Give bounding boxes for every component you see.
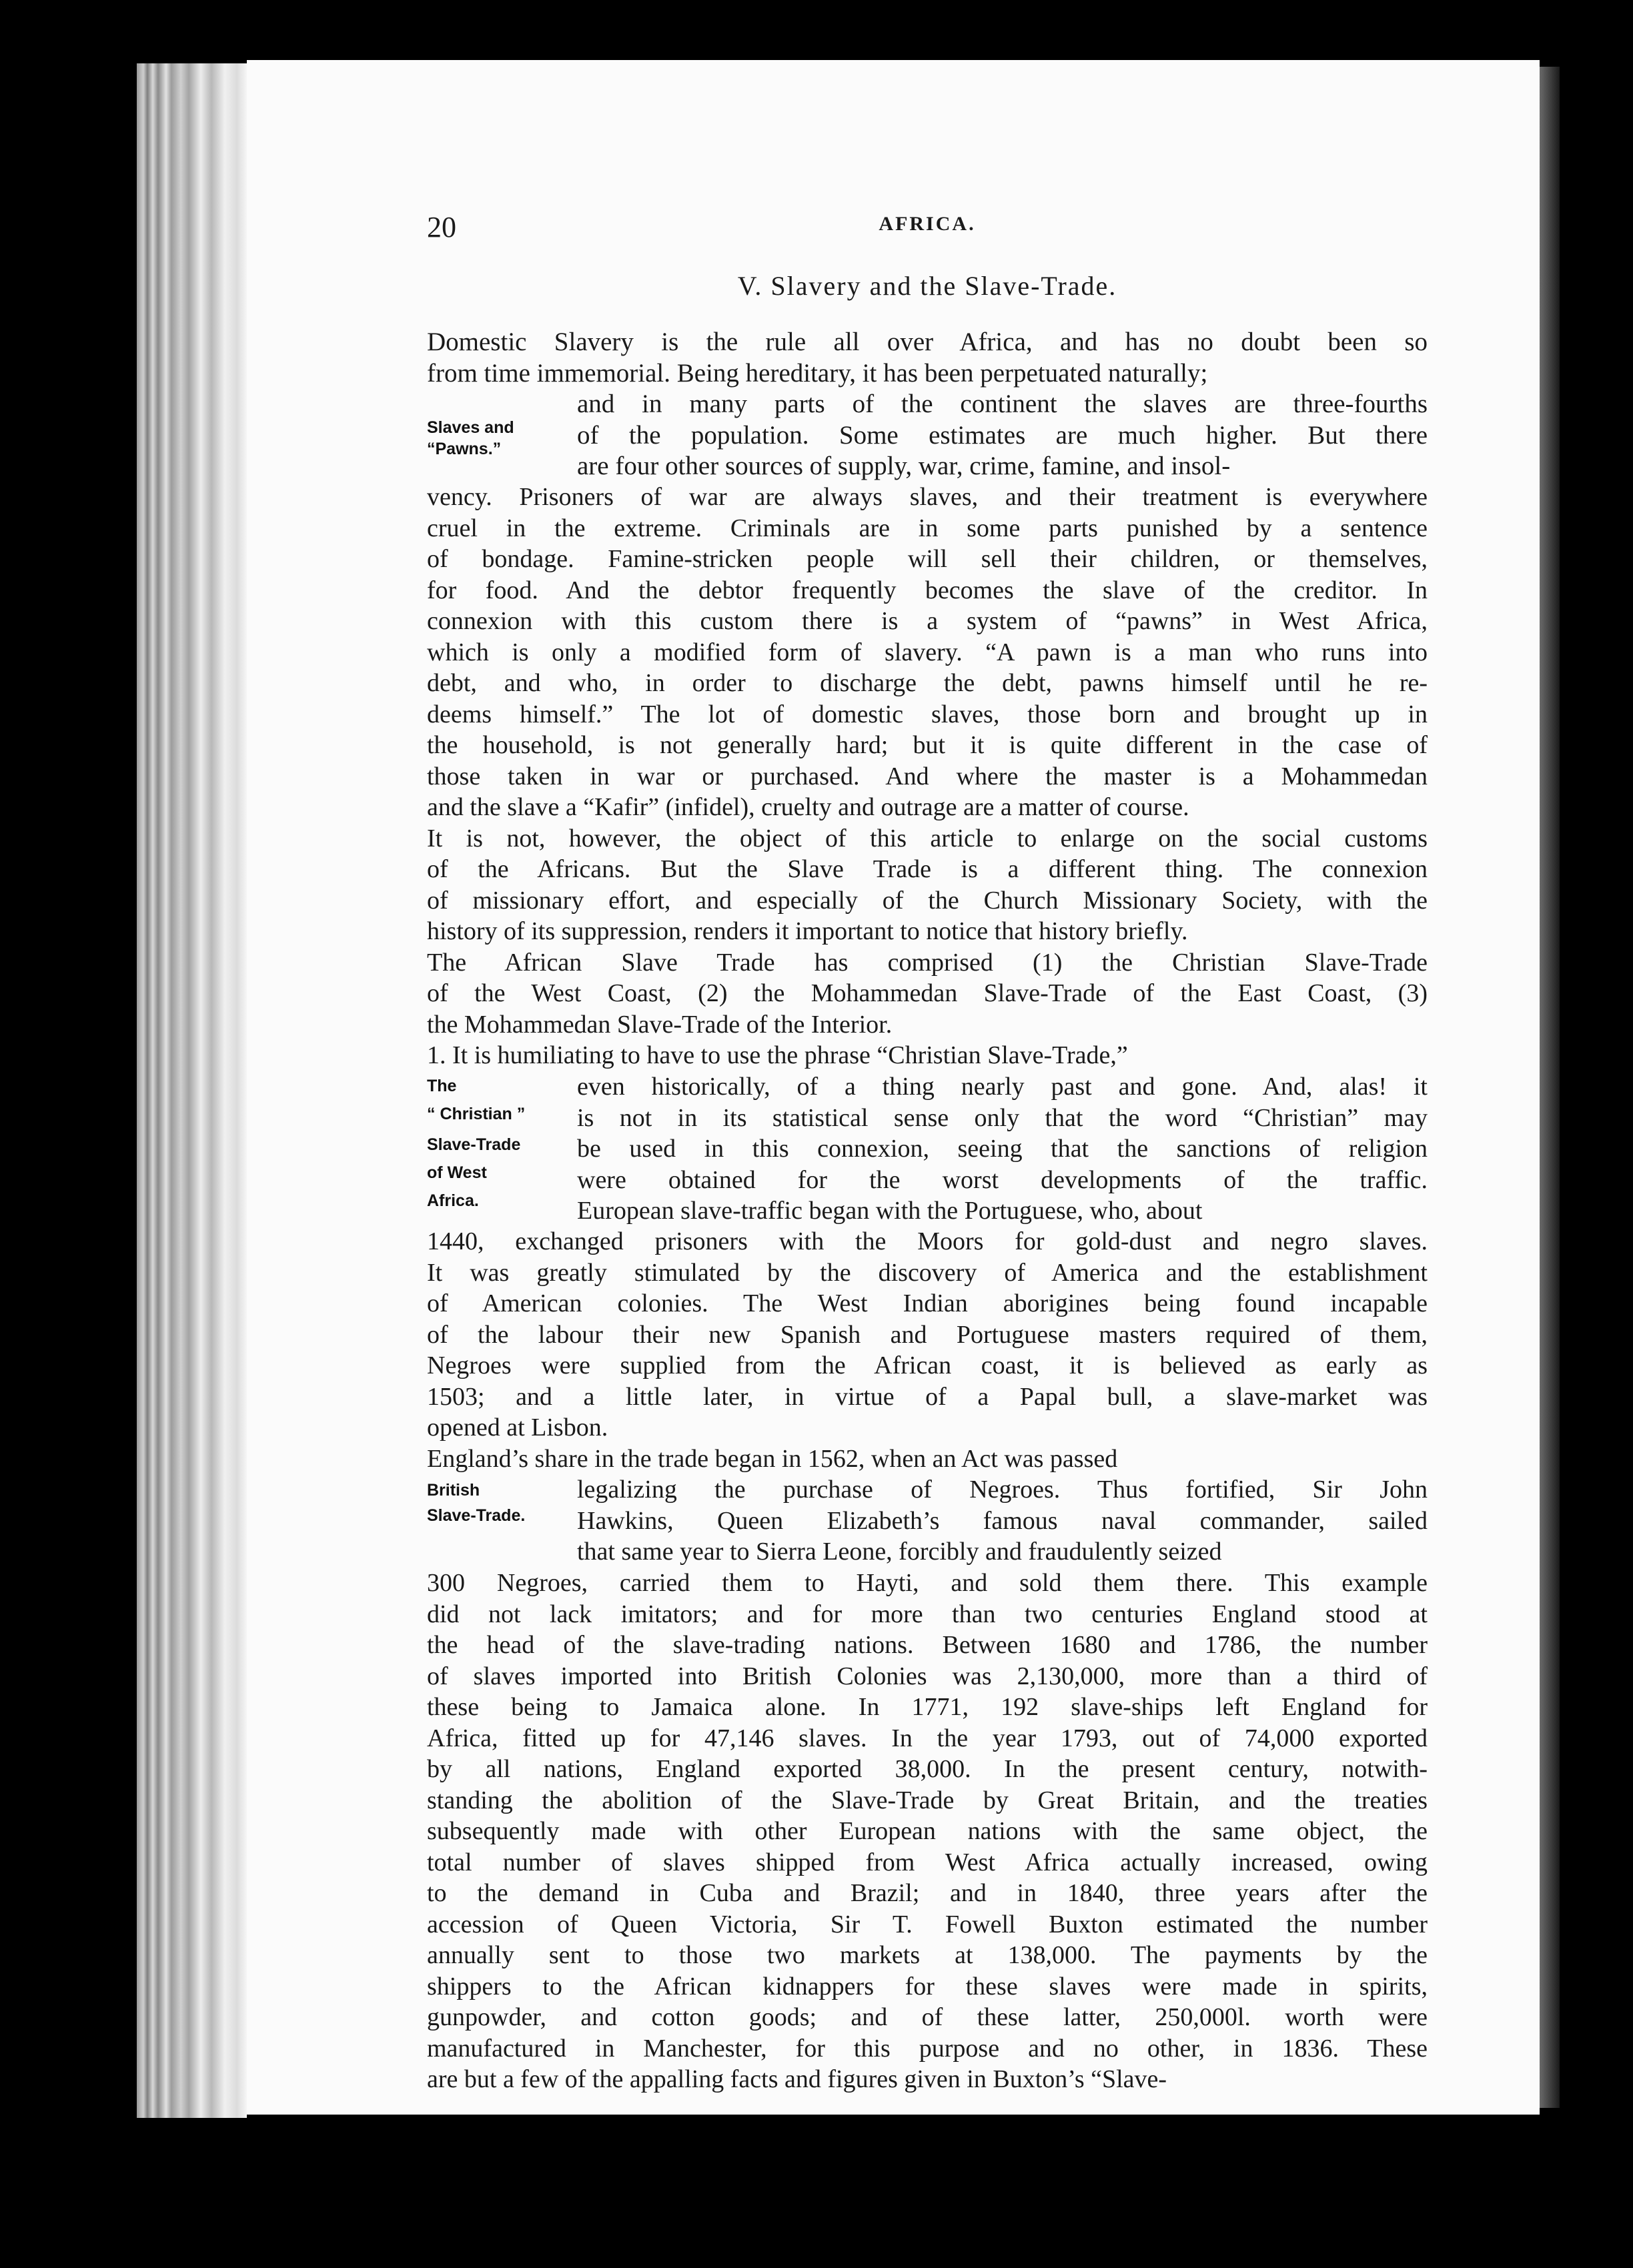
sidenote-line: The (427, 1077, 457, 1095)
text-line: It was greatly stimulated by the discovery of America and the establishment (427, 1258, 1428, 1287)
text-line: gunpowder, and cotton goods; and of these latter, 250,000l. worth were (427, 2003, 1428, 2031)
text-line: of American colonies. The West Indian aborigines being found incapable (427, 1289, 1428, 1317)
sidenote-line: British (427, 1481, 480, 1500)
text-line: of the labour their new Spanish and Portuguese masters required of them, (427, 1320, 1428, 1349)
text-line: the Mohammedan Slave-Trade of the Interior. (427, 1010, 893, 1039)
text-line: did not lack imitators; and for more than two centuries England stood at (427, 1600, 1428, 1628)
text-line: the household, is not generally hard; but it is quite different in the case of (427, 731, 1428, 759)
text-line: were obtained for the worst developments of the traffic. (577, 1165, 1428, 1194)
sidenote-christian-slave-trade (427, 1075, 574, 1211)
sidenote-line: Slaves and (427, 418, 514, 437)
sidenote-line: “ Christian ” (427, 1105, 526, 1123)
text-line: for food. And the debtor frequently becomes the slave of the creditor. In (427, 576, 1428, 604)
text-line: of missionary effort, and especially of the Church Missionary Society, with the (427, 886, 1428, 915)
text-line: to the demand in Cuba and Brazil; and in 1840, three years after the (427, 1879, 1428, 1907)
text-line: England’s share in the trade began in 1562, when an Act was passed (427, 1444, 1118, 1473)
text-line: deems himself.” The lot of domestic slaves, those born and brought up in (427, 700, 1428, 728)
text-line: manufactured in Manchester, for this purpose and no other, in 1836. These (427, 2034, 1428, 2063)
text-line: and in many parts of the continent the slaves are three-fourths (577, 390, 1428, 418)
text-line: which is only a modified form of slavery. “A pawn is a man who runs into (427, 638, 1428, 666)
sidenote-line: “Pawns.” (427, 440, 502, 458)
text-line: of the population. Some estimates are much higher. But there (577, 420, 1428, 450)
text-line: of slaves imported into British Colonies was 2,130,000, more than a third of (427, 1662, 1428, 1690)
text-line: those taken in war or purchased. And where the master is a Mohammedan (427, 762, 1428, 790)
sidenote-line: of West (427, 1163, 487, 1182)
text-line: are four other sources of supply, war, crime, famine, and insol- (577, 452, 1231, 480)
body-text-block-4 (577, 1071, 1428, 1227)
text-line: these being to Jamaica alone. In 1771, 192 slave-ships left England for (427, 1693, 1428, 1721)
sidenote-line: Slave-Trade. (427, 1506, 526, 1525)
text-line: debt, and who, in order to discharge the debt, pawns himself until he re- (427, 669, 1428, 697)
text-line: Negroes were supplied from the African coast, it is believed as early as (427, 1351, 1428, 1379)
sidenote-line: Africa. (427, 1191, 479, 1210)
text-line: The African Slave Trade has comprised (1) the Christian Slave-Trade (427, 948, 1428, 977)
text-line: subsequently made with other European nations with the same object, the (427, 1817, 1428, 1845)
text-line: connexion with this custom there is a system of “pawns” in West Africa, (427, 607, 1428, 635)
body-text-block-5 (427, 1226, 1428, 1474)
text-line: 1503; and a little later, in virtue of a Papal bull, a slave-market was (427, 1382, 1428, 1411)
text-line: shippers to the African kidnappers for these slaves were made in spirits, (427, 1972, 1428, 2001)
text-line: that same year to Sierra Leone, forcibly and fraudulently seized (577, 1538, 1222, 1566)
text-line: European slave-traffic began with the Portuguese, who, about (577, 1197, 1203, 1225)
text-line: 300 Negroes, carried them to Hayti, and sold them there. This example (427, 1569, 1428, 1597)
text-line: of bondage. Famine-stricken people will sell their children, or themselves, (427, 545, 1428, 573)
text-line: history of its suppression, renders it important to notice that history briefly. (427, 917, 1188, 945)
text-line: vency. Prisoners of war are always slaves, and their treatment is everywhere (427, 483, 1428, 511)
text-line: the head of the slave-trading nations. Between 1680 and 1786, the number (427, 1631, 1428, 1659)
text-line: accession of Queen Victoria, Sir T. Fowell Buxton estimated the number (427, 1910, 1428, 1938)
text-line: annually sent to those two markets at 138,000. The payments by the (427, 1941, 1428, 1969)
body-text-block-6 (577, 1474, 1428, 1568)
section-title: V. Slavery and the Slave-Trade. (737, 271, 1117, 301)
text-line: is not in its statistical sense only that the word “Christian” may (577, 1103, 1428, 1132)
sidenote-slaves-and-pawns (427, 417, 574, 460)
body-text-block-7 (427, 1568, 1428, 2095)
text-line: Domestic Slavery is the rule all over Africa, and has no doubt been so (427, 328, 1428, 356)
text-line: legalizing the purchase of Negroes. Thus fortified, Sir John (577, 1476, 1428, 1504)
text-line: 1. It is humiliating to have to use the phrase “Christian Slave-Trade,” (427, 1041, 1128, 1069)
text-line: total number of slaves shipped from West Africa actually increased, owing (427, 1848, 1428, 1876)
text-line: of the Africans. But the Slave Trade is a different thing. The connexion (427, 855, 1428, 883)
text-line: from time immemorial. Being hereditary, it has been perpetuated naturally; (427, 358, 1208, 388)
body-text-block-3 (427, 482, 1428, 1071)
text-line: cruel in the extreme. Criminals are in some parts punished by a sentence (427, 514, 1428, 542)
text-line: even historically, of a thing nearly past and gone. And, alas! it (577, 1073, 1428, 1101)
text-line: are but a few of the appalling facts and figures given in Buxton’s “Slave- (427, 2065, 1167, 2093)
body-text-block-1 (427, 327, 1428, 389)
text-line: by all nations, England exported 38,000. In the present century, notwith- (427, 1755, 1428, 1783)
text-line: of the West Coast, (2) the Mohammedan Slave-Trade of the East Coast, (3) (427, 979, 1428, 1007)
running-head: AFRICA. (879, 213, 976, 235)
sidenote-line: Slave-Trade (427, 1135, 521, 1154)
text-line: Africa, fitted up for 47,146 slaves. In the year 1793, out of 74,000 exported (427, 1724, 1428, 1752)
sidenote-british-slave-trade (427, 1480, 574, 1526)
text-line: opened at Lisbon. (427, 1413, 608, 1442)
text-line: and the slave a “Kafir” (infidel), cruelty and outrage are a matter of course. (427, 793, 1189, 821)
page-edges (137, 63, 247, 2118)
text-line: Hawkins, Queen Elizabeth’s famous naval commander, sailed (577, 1506, 1428, 1535)
page-header (427, 210, 1428, 250)
text-line: be used in this connexion, seeing that the sanctions of religion (577, 1135, 1428, 1163)
text-line: 1440, exchanged prisoners with the Moors for gold-dust and negro slaves. (427, 1227, 1428, 1255)
body-text-block-2 (577, 389, 1428, 482)
text-line: standing the abolition of the Slave-Trade by Great Britain, and the treaties (427, 1786, 1428, 1814)
text-line: It is not, however, the object of this article to enlarge on the social customs (427, 824, 1428, 853)
page-number: 20 (427, 211, 456, 243)
book-spine (1540, 67, 1560, 2108)
